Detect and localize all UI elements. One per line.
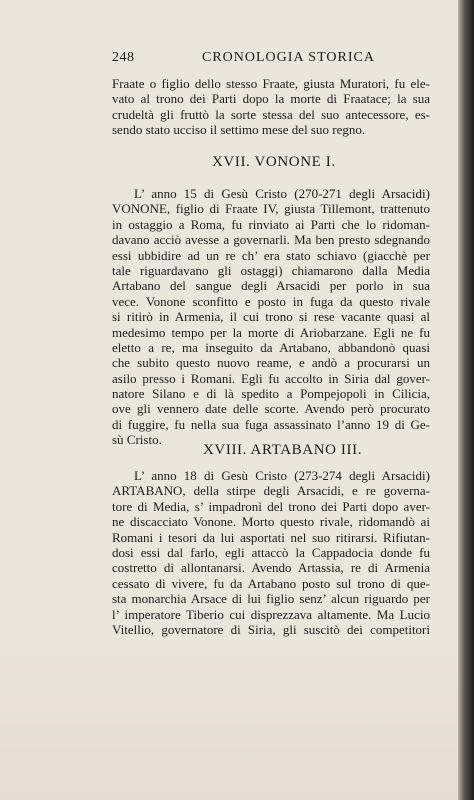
section-heading-artabano: XVIII. ARTABANO III. <box>203 442 363 458</box>
running-title: CRONOLOGIA STORICA <box>202 50 375 65</box>
book-gutter-edge <box>458 0 474 800</box>
section-paragraph-vonone <box>112 186 430 448</box>
text-line: L’ anno 15 di Gesù Cristo (270-271 degli Arsacidi) <box>134 186 430 201</box>
text-line: VONONE, figlio di Fraate IV, giusta Tillemont, trattenuto <box>112 201 430 217</box>
text-line: tale riguardavano gli ostaggi) chiamarono dalla Media <box>112 262 430 278</box>
text-line: sù Cristo. <box>112 432 162 448</box>
text-line: cessato di vivere, fu da Artabano posto sul trono di que- <box>112 575 430 591</box>
text-line: ne discacciato Vonone. Morto questo rivale, ridomandò ai <box>112 514 430 530</box>
running-head <box>112 50 430 68</box>
text-line: davano acciò avesse a governarli. Ma ben presto sdegnando <box>112 232 430 248</box>
text-line: si ritirò in Armenia, il cui trono si rese vacante quasi al <box>112 309 430 325</box>
text-line: medesimo tempo per la morte di Ariobarzane. Egli ne fu <box>112 324 430 340</box>
text-line: vece. Vonone sconfitto e posto in fuga da questo rivale <box>112 293 430 309</box>
text-line: Fraate o figlio dello stesso Fraate, giusta Muratori, fu ele- <box>112 76 430 91</box>
text-line: tore di Media, s’ impadronì del trono dei Parti dopo aver- <box>112 498 430 514</box>
text-line: sendo stato ucciso il settimo mese del suo regno. <box>112 122 366 138</box>
section-heading-vonone: XVII. VONONE I. <box>212 154 336 170</box>
text-line: Vitellio, governatore di Siria, gli suscitò dei competitori <box>112 621 430 637</box>
page-number: 248 <box>112 50 135 65</box>
intro-paragraph <box>112 76 430 138</box>
text-line: ARTABANO, della stirpe degli Arsacidi, e re governa- <box>112 483 430 499</box>
text-line: che subito questo nuovo reame, e andò a procurarsi un <box>112 355 430 371</box>
text-line: crudeltà gli fruttò la sorte stessa del suo antecessore, es- <box>112 106 430 122</box>
text-line: Artabano del sangue degli Arsacidi per porlo in sua <box>112 278 430 294</box>
text-line: vato al trono dei Parti dopo la morte di Fraatace; la sua <box>112 91 430 107</box>
text-line: essi ubbidire ad un re ch’ era stato schiavo (giacchè per <box>112 247 430 263</box>
page-bottom-margin <box>0 640 458 800</box>
text-line: asilo presso i Romani. Egli fu accolto in Siria dal gover- <box>112 370 430 386</box>
text-line: costretto di allontanarsi. Avendo Artassia, re di Armenia <box>112 560 430 576</box>
section-paragraph-artabano <box>112 468 430 637</box>
text-line: di fuggire, fu nella sua fuga assassinato l’anno 19 di Ge- <box>112 416 430 432</box>
text-line: ove gli vennero date delle scorte. Avendo però procurato <box>112 401 430 417</box>
text-line: natore Silano e di là spedito a Pompejopoli in Cilicia, <box>112 386 430 402</box>
text-line: dosi essi dal farlo, egli attaccò la Cappadocia donde fu <box>112 544 430 560</box>
text-line: L’ anno 18 di Gesù Cristo (273-274 degli Arsacidi) <box>134 468 430 483</box>
text-line: Romani i tesori da lui asportati nel suo ritirarsi. Rifiutan- <box>112 529 430 545</box>
text-line: l’ imperatore Tiberio cui disprezzava altamente. Ma Lucio <box>112 606 430 622</box>
text-line: eletto a re, ma inseguito da Artabano, abbandonò quasi <box>112 339 430 355</box>
text-line: in ostaggio a Roma, fu rinviato ai Parti che lo ridoman- <box>112 216 430 232</box>
text-line: sta monarchia Arsace di lui figlio senz’ alcun riguardo per <box>112 591 430 607</box>
